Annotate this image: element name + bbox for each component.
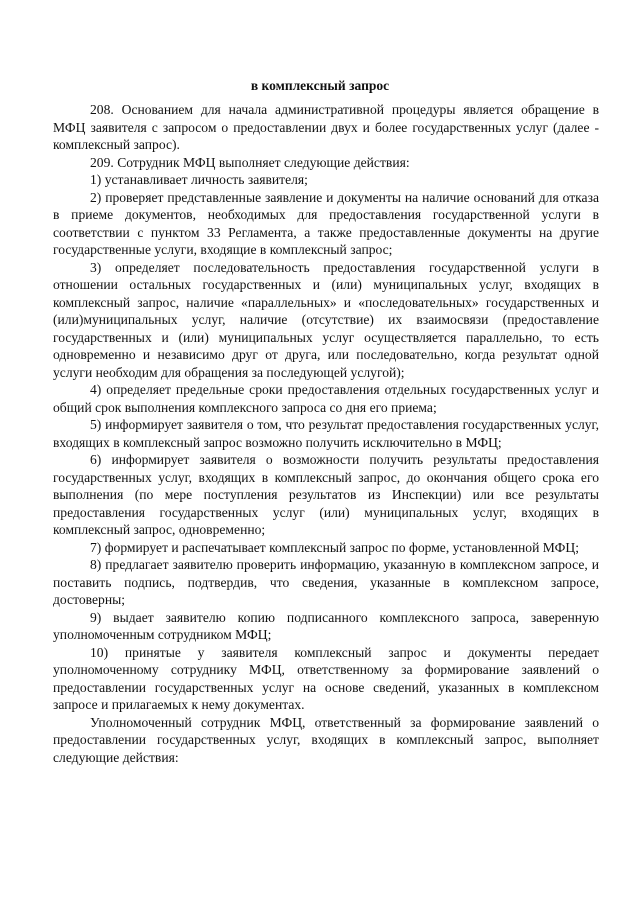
section-heading: в комплексный запрос [250,78,390,93]
list-item-1: 1) устанавливает личность заявителя; [90,172,308,187]
document-body [53,101,599,766]
list-item-7: 7) формирует и распечатывает комплексный запрос по форме, установленной МФЦ; [90,539,579,555]
list-item-2: 2) проверяет представленные заявление и документы на наличие оснований для отказа в приеме документов, необходимых для предоставления государственной услуги в соответствии с пунктом 33 Регламента, а также предоставленные документы на другие государственные услуги, входящие в комплексный запрос; [53,189,599,257]
list-item-5: 5) информирует заявителя о том, что результат предоставления государственных услуг, входящих в комплексный запрос возможно получить исключительно в МФЦ; [53,417,599,450]
list-item-8: 8) предлагает заявителю проверить информацию, указанную в комплексном запросе, и поставить подпись, подтвердив, что сведения, указанные в комплексном запросе, достоверны; [53,557,599,607]
list-item-10: 10) принятые у заявителя комплексный запрос и документы передает уполномоченному сотруднику МФЦ, ответственному за формирование заявлений о предоставлении государственных услуг на основе сведений, указанных в комплексном запросе и прилагаемых к нему документах. [53,644,599,712]
paragraph-209: 209. Сотрудник МФЦ выполняет следующие действия: [90,154,410,170]
list-item-3: 3) определяет последовательность предоставления государственной услуги в отношении остальных государственных и (или) муниципальных услуг, входящих в комплексный запрос, наличие «параллельных» и «последовательных» государственных и (или)муниципальных услуг, наличие (отсутствие) их взаимосвязи (предоставление государственных и (или) муниципальных услуг осуществляется параллельно, то есть одновременно и независимо друг от друга, или последовательно, когда результат одной услуги необходим для обращения за последующей услугой); [53,259,599,380]
list-item-6: 6) информирует заявителя о возможности получить результаты предоставления государственных услуг, входящих в комплексный запрос, до окончания общего срока его выполнения (по мере поступления результатов из Инспекции) или все результаты предоставления государственных услуг (или) муниципальных услуг, входящих в комплексный запрос, одновременно; [53,452,599,537]
list-item-4: 4) определяет предельные сроки предоставления отдельных государственных услуг и общий срок выполнения комплексного запроса со дня его приема; [53,382,599,415]
paragraph-208: 208. Основанием для начала административной процедуры является обращение в МФЦ заявителя с запросом о предоставлении двух и более государственных услуг (далее - комплексный запрос). [53,102,599,152]
list-item-9: 9) выдает заявителю копию подписанного комплексного запроса, заверенную уполномоченным сотрудником МФЦ; [53,609,599,642]
closing-paragraph: Уполномоченный сотрудник МФЦ, ответственный за формирование заявлений о предоставлении государственных услуг, входящих в комплексный запрос, выполняет следующие действия: [53,714,599,765]
